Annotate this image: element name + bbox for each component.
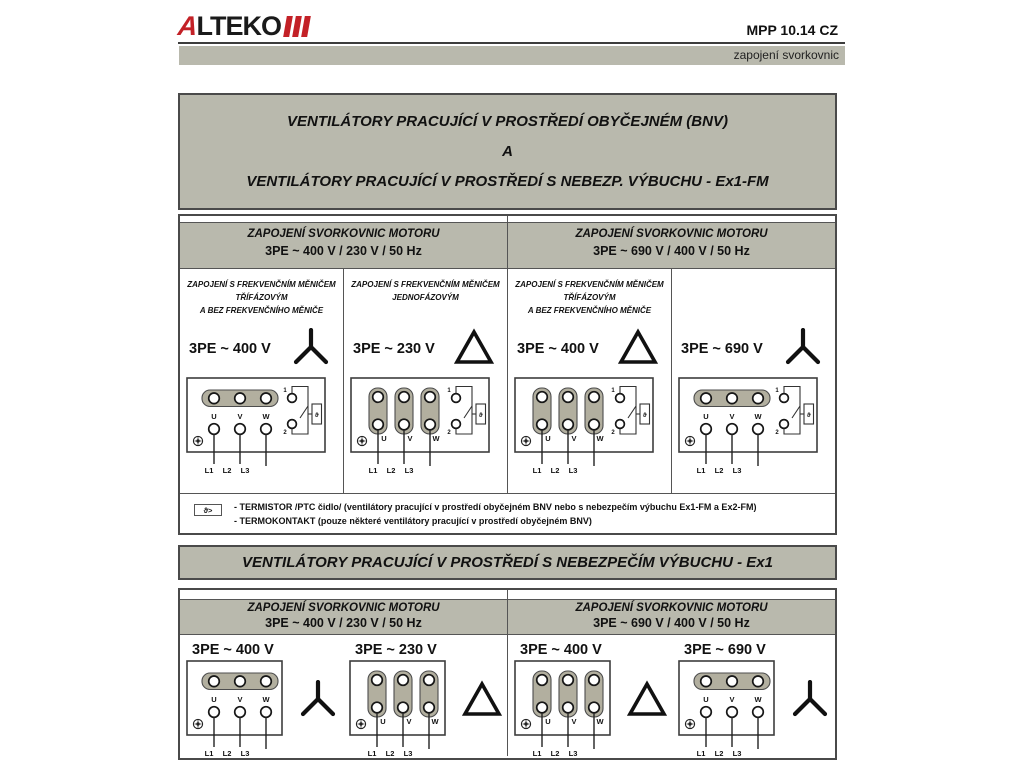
diagram-group-2 — [343, 635, 507, 756]
delta-connection-icon — [461, 680, 503, 758]
svg-text:W: W — [596, 717, 604, 726]
diagram-cell-4 — [672, 269, 835, 493]
delta-connection-icon — [626, 680, 668, 758]
section1-title-line1: VENTILÁTORY PRACUJÍCÍ V PROSTŘEDÍ OBYČEJNÉM (BNV) — [287, 113, 728, 130]
voltage-label: 3PE ~ 400 V — [189, 341, 271, 357]
svg-text:W: W — [754, 695, 762, 704]
svg-text:L1: L1 — [204, 466, 214, 475]
section2-title-box — [178, 545, 837, 580]
logo-text: LTEKO — [196, 11, 281, 41]
column-header-left: ZAPOJENÍ SVORKOVNIC MOTORU 3PE ~ 400 V / 230 V / 50 Hz — [180, 223, 508, 268]
cell4-subheader — [672, 269, 835, 327]
svg-text:L3: L3 — [240, 466, 250, 475]
svg-text:W: W — [432, 434, 440, 443]
column-header-left: ZAPOJENÍ SVORKOVNIC MOTORU 3PE ~ 400 V / 230 V / 50 Hz — [180, 600, 508, 634]
svg-text:W: W — [754, 412, 762, 421]
voltage-label: 3PE ~ 230 V — [355, 642, 437, 658]
section1-diagram-row — [180, 269, 835, 493]
svg-text:ϑ: ϑ — [642, 412, 647, 419]
svg-text:1: 1 — [283, 388, 287, 394]
svg-text:L3: L3 — [404, 466, 414, 475]
voltage-label: 3PE ~ 400 V — [517, 341, 599, 357]
diagram-group-4 — [672, 635, 835, 756]
svg-text:W: W — [596, 434, 604, 443]
svg-text:L3: L3 — [568, 466, 578, 475]
terminal-block-diagram — [186, 377, 343, 475]
svg-text:L1: L1 — [204, 749, 214, 758]
svg-text:L1: L1 — [696, 749, 706, 758]
diagram-cell-3 — [508, 269, 672, 493]
svg-text:L3: L3 — [732, 749, 742, 758]
svg-text:V: V — [571, 434, 577, 443]
voltage-label: 3PE ~ 400 V — [192, 642, 274, 658]
diagram-cell-1 — [180, 269, 344, 493]
section2-diagram-row — [180, 635, 835, 756]
svg-text:L3: L3 — [568, 749, 578, 758]
table-spacer — [180, 590, 835, 599]
section2-right-column — [508, 635, 835, 756]
voltage-label: 3PE ~ 400 V — [520, 642, 602, 658]
thermistor-note — [180, 493, 835, 537]
terminal-block-diagram — [514, 377, 671, 475]
svg-text:L2: L2 — [385, 749, 395, 758]
svg-text:1: 1 — [447, 388, 451, 394]
svg-text:U: U — [211, 695, 217, 704]
svg-text:L2: L2 — [222, 466, 232, 475]
svg-text:L1: L1 — [532, 749, 542, 758]
svg-text:V: V — [729, 695, 735, 704]
svg-text:2: 2 — [775, 430, 779, 436]
svg-text:L1: L1 — [367, 749, 377, 758]
voltage-label: 3PE ~ 230 V — [353, 341, 435, 357]
svg-text:L2: L2 — [386, 466, 396, 475]
svg-text:2: 2 — [283, 430, 287, 436]
svg-text:L1: L1 — [696, 466, 706, 475]
svg-text:1: 1 — [611, 388, 615, 394]
section1-title-line3: VENTILÁTORY PRACUJÍCÍ V PROSTŘEDÍ S NEBEZP. VÝBUCHU - Ex1-FM — [246, 173, 769, 190]
table-spacer — [180, 216, 835, 222]
svg-text:U: U — [380, 717, 386, 726]
star-connection-icon — [291, 328, 331, 371]
diagram-cell-2 — [344, 269, 508, 493]
section1-column-headers — [180, 222, 835, 269]
svg-text:2: 2 — [611, 430, 615, 436]
svg-text:U: U — [545, 434, 551, 443]
star-connection-icon — [790, 680, 830, 758]
delta-connection-icon — [617, 328, 659, 371]
svg-text:L2: L2 — [714, 749, 724, 758]
star-connection-icon — [298, 680, 338, 758]
thermistor-symbol-box: ϑ> — [194, 504, 222, 516]
diagram-group-3 — [508, 635, 672, 756]
svg-text:L3: L3 — [403, 749, 413, 758]
note-line-2: - TERMOKONTAKT (pouze některé ventilátory pracující v prostředí obyčejném BNV) — [234, 515, 592, 526]
header-rule — [178, 42, 845, 44]
section2-left-column — [180, 635, 508, 756]
svg-text:L2: L2 — [714, 466, 724, 475]
cell2-subheader: ZAPOJENÍ S FREKVENČNÍM MĚNIČEM JEDNOFÁZOVÝM — [351, 280, 500, 302]
column-header-right: ZAPOJENÍ SVORKOVNIC MOTORU 3PE ~ 690 V / 400 V / 50 Hz — [508, 600, 835, 634]
column-header-right: ZAPOJENÍ SVORKOVNIC MOTORU 3PE ~ 690 V / 400 V / 50 Hz — [508, 223, 835, 268]
section2-column-headers — [180, 599, 835, 635]
cell3-subheader: ZAPOJENÍ S FREKVENČNÍM MĚNIČEM TŘÍFÁZOVÝM A BEZ FREKVENČNÍHO MĚNIČE — [515, 280, 664, 315]
svg-text:L1: L1 — [368, 466, 378, 475]
note-line-1: - TERMISTOR /PTC čidlo/ (ventilátory pracující v prostředí obyčejném BNV nebo s nebezpečím výbuchu Ex1-FM a Ex2-FM) — [234, 502, 757, 512]
svg-text:W: W — [262, 412, 270, 421]
subtitle-bar: zapojení svorkovnic — [179, 46, 845, 65]
delta-connection-icon — [453, 328, 495, 371]
cell1-subheader: ZAPOJENÍ S FREKVENČNÍM MĚNIČEM TŘÍFÁZOVÝM A BEZ FREKVENČNÍHO MĚNIČE — [187, 280, 336, 315]
svg-text:V: V — [729, 412, 735, 421]
section1-table — [178, 214, 837, 535]
svg-text:L3: L3 — [732, 466, 742, 475]
diagram-group-1 — [180, 635, 343, 756]
svg-text:U: U — [703, 412, 709, 421]
svg-text:V: V — [407, 434, 413, 443]
voltage-label: 3PE ~ 690 V — [681, 341, 763, 357]
section2-title: VENTILÁTORY PRACUJÍCÍ V PROSTŘEDÍ S NEBEZPEČÍM VÝBUCHU - Ex1 — [242, 554, 773, 571]
svg-text:ϑ: ϑ — [806, 412, 811, 419]
terminal-block-diagram — [514, 660, 622, 758]
svg-text:U: U — [211, 412, 217, 421]
svg-text:L2: L2 — [222, 749, 232, 758]
svg-text:2: 2 — [447, 430, 451, 436]
svg-text:V: V — [237, 412, 243, 421]
voltage-label: 3PE ~ 690 V — [684, 642, 766, 658]
svg-text:1: 1 — [775, 388, 779, 394]
svg-text:V: V — [237, 695, 243, 704]
terminal-block-diagram — [678, 660, 786, 758]
svg-text:ϑ: ϑ — [314, 412, 319, 419]
section1-title-box — [178, 93, 837, 210]
svg-text:V: V — [406, 717, 412, 726]
section1-title-line2: A — [502, 143, 513, 160]
svg-text:U: U — [545, 717, 551, 726]
svg-text:L2: L2 — [550, 466, 560, 475]
terminal-block-diagram — [350, 377, 507, 475]
svg-text:W: W — [262, 695, 270, 704]
terminal-block-diagram — [678, 377, 835, 475]
terminal-block-diagram — [349, 660, 457, 758]
svg-text:ϑ: ϑ — [478, 412, 483, 419]
document-code: MPP 10.14 CZ — [746, 22, 838, 38]
svg-text:L1: L1 — [532, 466, 542, 475]
logo-letter-a: A — [176, 11, 199, 41]
svg-text:U: U — [381, 434, 387, 443]
svg-text:L3: L3 — [240, 749, 250, 758]
star-connection-icon — [783, 328, 823, 371]
svg-text:V: V — [571, 717, 577, 726]
svg-text:W: W — [431, 717, 439, 726]
svg-text:U: U — [703, 695, 709, 704]
terminal-block-diagram — [186, 660, 294, 758]
section2-table — [178, 588, 837, 760]
svg-text:L2: L2 — [550, 749, 560, 758]
